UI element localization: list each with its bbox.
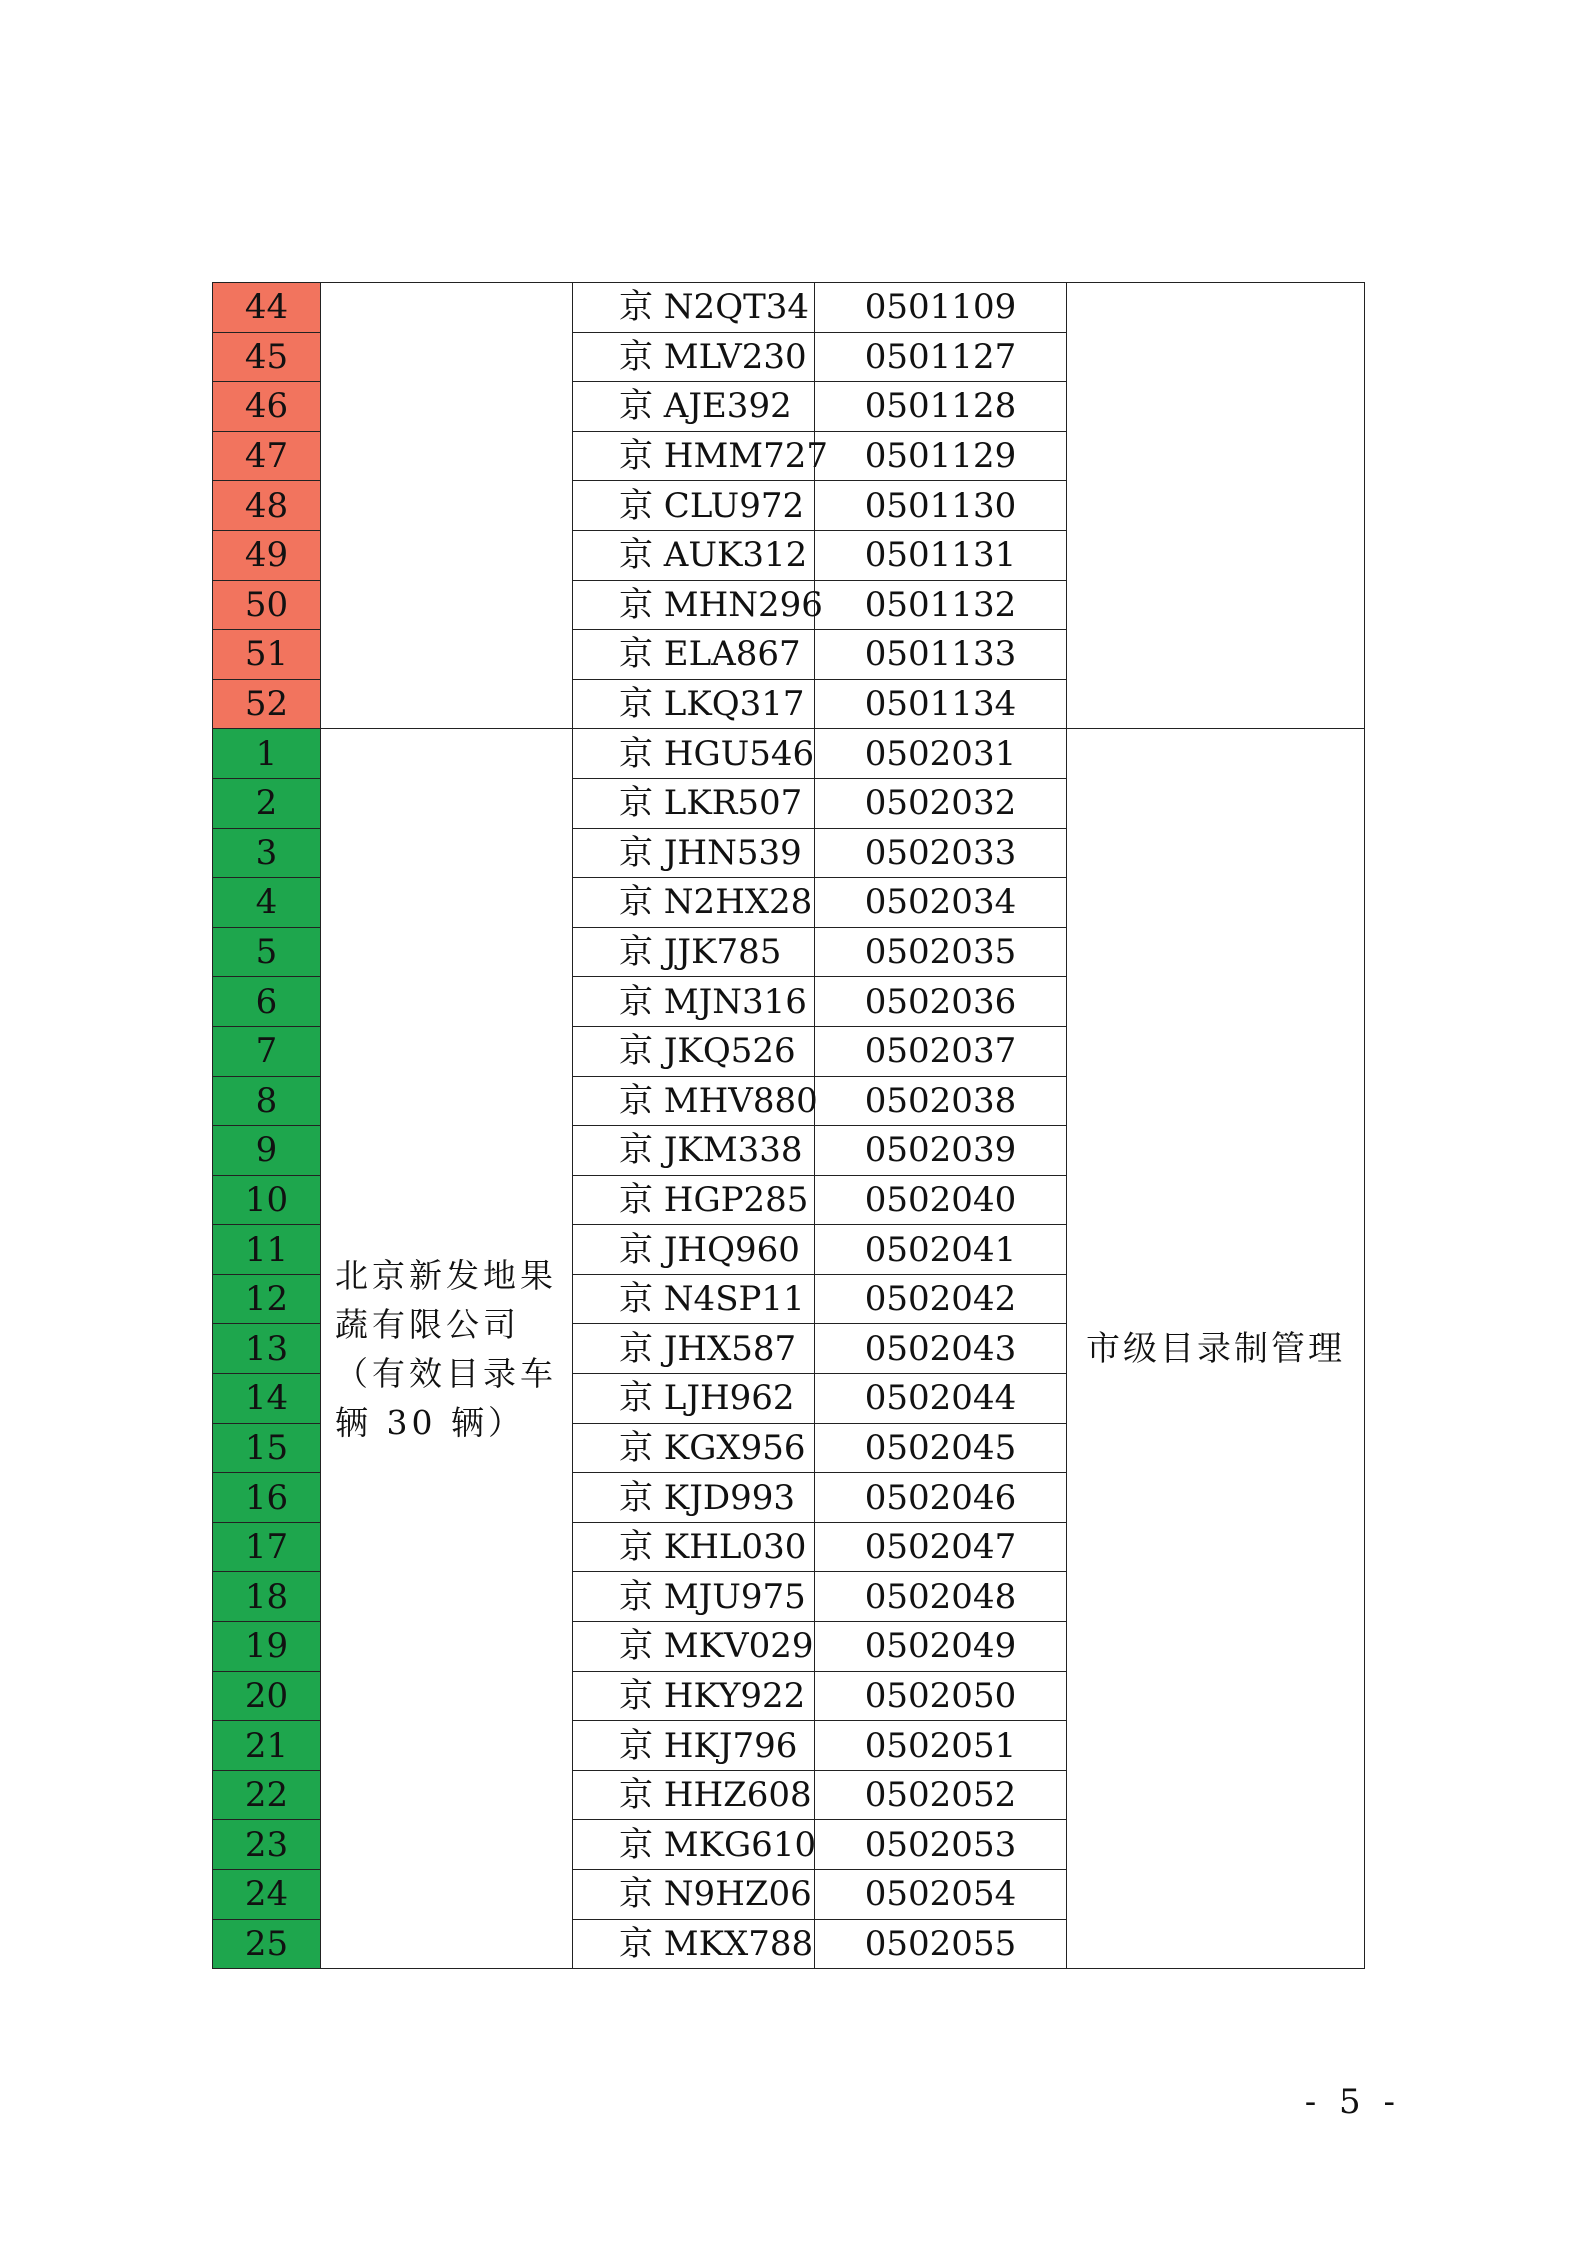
plate-number: 京 JJK785: [573, 927, 815, 977]
vehicle-code: 0502039: [815, 1126, 1067, 1176]
plate-number: 京 N9HZ06: [573, 1870, 815, 1920]
vehicle-code: 0501132: [815, 580, 1067, 630]
vehicle-code: 0502037: [815, 1026, 1067, 1076]
plate-number: 京 MHN296: [573, 580, 815, 630]
row-number: 5: [213, 927, 321, 977]
plate-number: 京 JHX587: [573, 1324, 815, 1374]
row-number: 48: [213, 481, 321, 531]
row-number: 24: [213, 1870, 321, 1920]
plate-number: 京 HGU546: [573, 729, 815, 779]
vehicle-code: 0501128: [815, 382, 1067, 432]
vehicle-code: 0502040: [815, 1175, 1067, 1225]
row-number: 22: [213, 1770, 321, 1820]
row-number: 47: [213, 431, 321, 481]
plate-number: 京 HGP285: [573, 1175, 815, 1225]
vehicle-code: 0501130: [815, 481, 1067, 531]
plate-number: 京 LKQ317: [573, 679, 815, 729]
plate-number: 京 ELA867: [573, 630, 815, 680]
plate-number: 京 HHZ608: [573, 1770, 815, 1820]
vehicle-code: 0502033: [815, 828, 1067, 878]
vehicle-code: 0501109: [815, 283, 1067, 333]
plate-number: 京 JHN539: [573, 828, 815, 878]
row-number: 11: [213, 1225, 321, 1275]
vehicle-code: 0502053: [815, 1820, 1067, 1870]
vehicle-code: 0502048: [815, 1572, 1067, 1622]
plate-number: 京 MKX788: [573, 1919, 815, 1969]
row-number: 17: [213, 1522, 321, 1572]
plate-number: 京 N4SP11: [573, 1274, 815, 1324]
row-number: 52: [213, 679, 321, 729]
vehicle-code: 0502038: [815, 1076, 1067, 1126]
row-number: 25: [213, 1919, 321, 1969]
row-number: 3: [213, 828, 321, 878]
row-number: 46: [213, 382, 321, 432]
row-number: 14: [213, 1374, 321, 1424]
row-number: 18: [213, 1572, 321, 1622]
row-number: 49: [213, 530, 321, 580]
row-number: 51: [213, 630, 321, 680]
vehicle-code: 0502043: [815, 1324, 1067, 1374]
plate-number: 京 MJU975: [573, 1572, 815, 1622]
vehicle-code: 0501134: [815, 679, 1067, 729]
row-number: 10: [213, 1175, 321, 1225]
plate-number: 京 HKJ796: [573, 1721, 815, 1771]
vehicle-code: 0501127: [815, 332, 1067, 382]
row-number: 9: [213, 1126, 321, 1176]
vehicle-code: 0502052: [815, 1770, 1067, 1820]
plate-number: 京 MLV230: [573, 332, 815, 382]
vehicle-code: 0502042: [815, 1274, 1067, 1324]
vehicle-code: 0502044: [815, 1374, 1067, 1424]
plate-number: 京 KJD993: [573, 1473, 815, 1523]
row-number: 4: [213, 878, 321, 928]
row-number: 23: [213, 1820, 321, 1870]
row-number: 1: [213, 729, 321, 779]
vehicle-code: 0501133: [815, 630, 1067, 680]
company-cell: [321, 283, 573, 729]
plate-number: 京 MKV029: [573, 1622, 815, 1672]
vehicle-code: 0502051: [815, 1721, 1067, 1771]
plate-number: 京 MKG610: [573, 1820, 815, 1870]
row-number: 12: [213, 1274, 321, 1324]
plate-number: 京 HKY922: [573, 1671, 815, 1721]
table-row: [213, 729, 1365, 779]
vehicle-code: 0502032: [815, 778, 1067, 828]
row-number: 15: [213, 1423, 321, 1473]
row-number: 2: [213, 778, 321, 828]
vehicle-code: 0502045: [815, 1423, 1067, 1473]
company-name: 北京新发地果蔬有限公司（有效目录车辆 30 辆）: [321, 729, 573, 1969]
vehicle-code: 0502054: [815, 1870, 1067, 1920]
row-number: 44: [213, 283, 321, 333]
vehicle-code: 0502055: [815, 1919, 1067, 1969]
row-number: 6: [213, 977, 321, 1027]
page-number: - 5 -: [1304, 2082, 1401, 2122]
plate-number: 京 KGX956: [573, 1423, 815, 1473]
vehicle-code: 0502049: [815, 1622, 1067, 1672]
plate-number: 京 HMM727: [573, 431, 815, 481]
vehicle-code: 0502034: [815, 878, 1067, 928]
management-type: 市级目录制管理: [1067, 729, 1365, 1969]
plate-number: 京 AJE392: [573, 382, 815, 432]
plate-number: 京 LKR507: [573, 778, 815, 828]
row-number: 19: [213, 1622, 321, 1672]
plate-number: 京 LJH962: [573, 1374, 815, 1424]
table-row: [213, 283, 1365, 333]
row-number: 13: [213, 1324, 321, 1374]
plate-number: 京 JKM338: [573, 1126, 815, 1176]
plate-number: 京 N2HX28: [573, 878, 815, 928]
plate-number: 京 KHL030: [573, 1522, 815, 1572]
vehicle-code: 0501131: [815, 530, 1067, 580]
plate-number: 京 JHQ960: [573, 1225, 815, 1275]
vehicle-table: [212, 282, 1365, 1969]
vehicle-code: 0502031: [815, 729, 1067, 779]
row-number: 45: [213, 332, 321, 382]
vehicle-code: 0502046: [815, 1473, 1067, 1523]
plate-number: 京 JKQ526: [573, 1026, 815, 1076]
vehicle-code: 0501129: [815, 431, 1067, 481]
row-number: 21: [213, 1721, 321, 1771]
vehicle-code: 0502036: [815, 977, 1067, 1027]
plate-number: 京 MHV880: [573, 1076, 815, 1126]
vehicle-code: 0502050: [815, 1671, 1067, 1721]
row-number: 50: [213, 580, 321, 630]
row-number: 7: [213, 1026, 321, 1076]
vehicle-table-body: [213, 283, 1365, 1969]
plate-number: 京 CLU972: [573, 481, 815, 531]
plate-number: 京 N2QT34: [573, 283, 815, 333]
vehicle-code: 0502047: [815, 1522, 1067, 1572]
row-number: 20: [213, 1671, 321, 1721]
row-number: 8: [213, 1076, 321, 1126]
management-cell: [1067, 283, 1365, 729]
plate-number: 京 AUK312: [573, 530, 815, 580]
vehicle-code: 0502041: [815, 1225, 1067, 1275]
vehicle-code: 0502035: [815, 927, 1067, 977]
plate-number: 京 MJN316: [573, 977, 815, 1027]
row-number: 16: [213, 1473, 321, 1523]
